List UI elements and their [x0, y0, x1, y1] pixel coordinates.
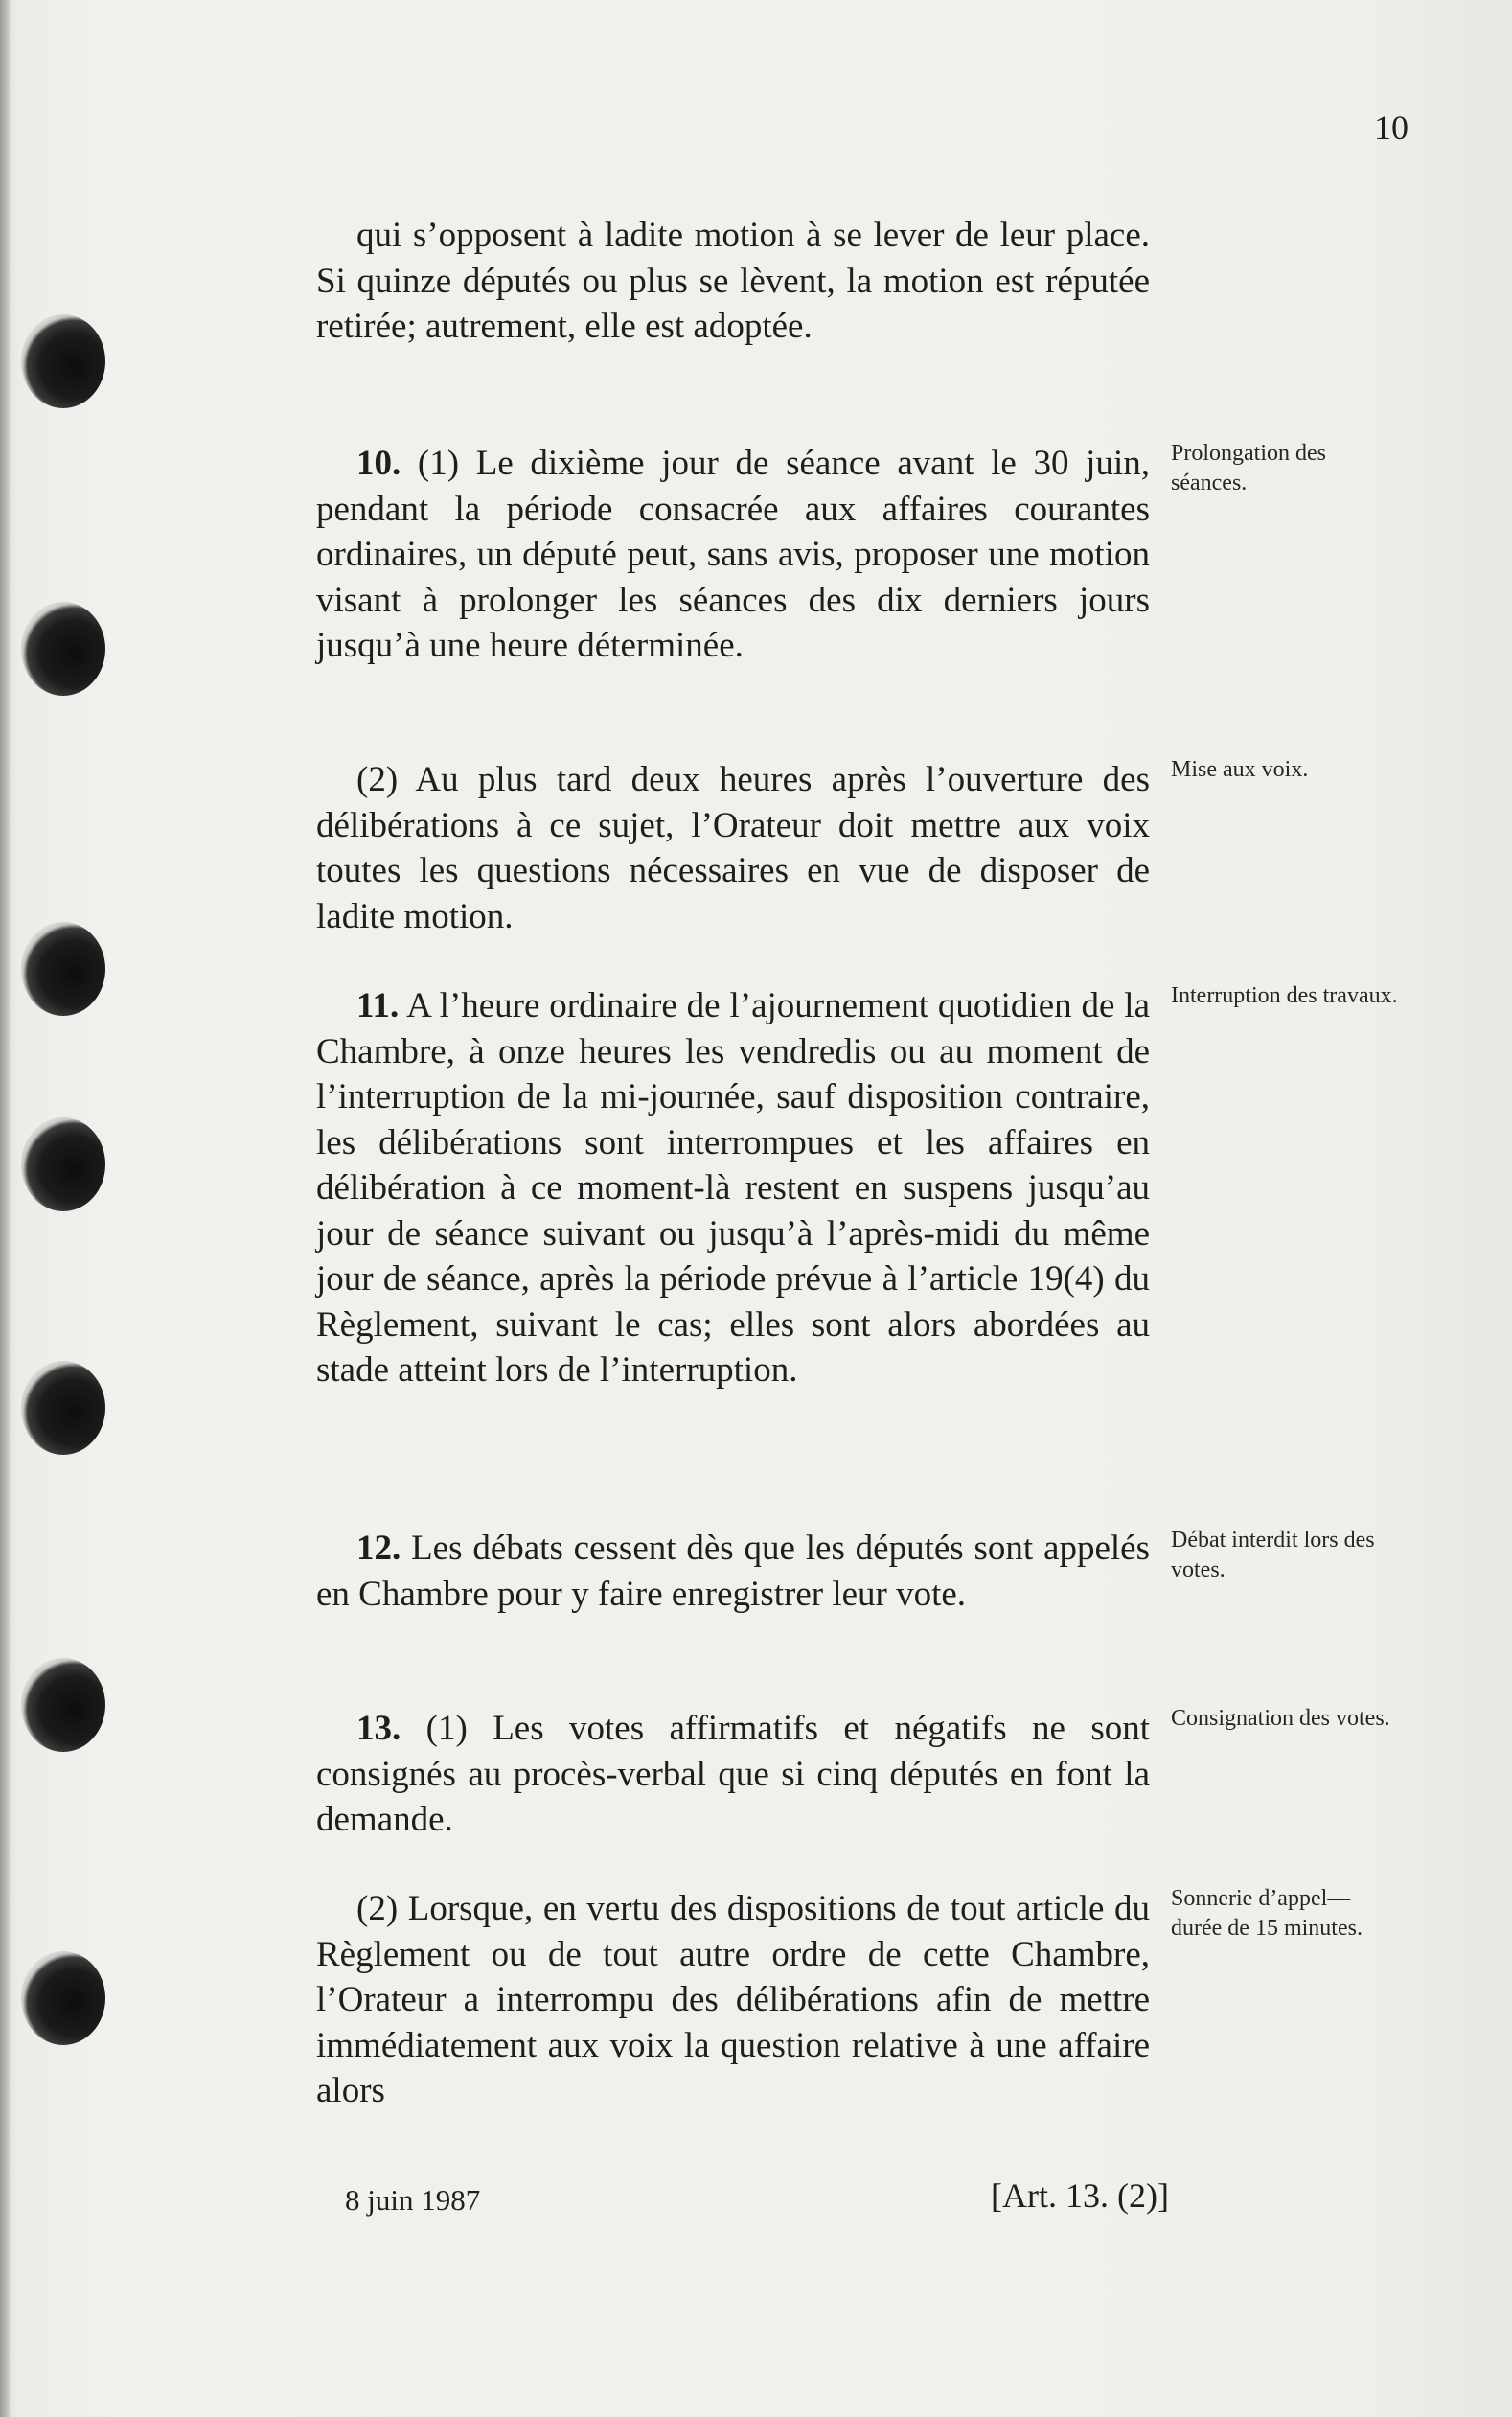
marginal-note-prolongation: Prolongation des séances. [1171, 441, 1326, 495]
paragraph-text: (1) Les votes affirmatifs et négatifs ne sont consignés au procès-verbal que si cinq députés en font la demande. [316, 1709, 1151, 1839]
paragraph-text: qui s’opposent à ladite motion à se lever de leur place. Si quinze députés ou plus se lèvent, la motion est réputée retirée; autrement, elle est adoptée. [316, 216, 1150, 346]
section-10-2 [316, 757, 1150, 939]
binder-hole-4 [21, 1117, 105, 1211]
paragraph-text: A l’heure ordinaire de l’ajournement quotidien de la Chambre, à onze heures les vendredis ou au moment de l’interruption de la mi-journée, sauf disposition contraire, les délibérations sont interrompues et les affaires en délibération à ce moment-là restent en suspens jusqu’au jour de séance suivant ou jusqu’à l’après-midi du même jour de séance, après la période prévue à l’article 19(4) du Règlement, suivant le cas; elles sont alors abordées au stade atteint lors de l’interruption. [316, 986, 1150, 1390]
binder-hole-2 [21, 602, 105, 696]
marginal-note-consignation: Consignation des votes. [1171, 1706, 1390, 1731]
section-number: 10. [356, 444, 401, 483]
page-number: 10 [1374, 108, 1409, 147]
paragraph-text: (2) Au plus tard deux heures après l’ouverture des délibérations à ce sujet, l’Orateur doit mettre aux voix toutes les questions nécessaires en vue de disposer de ladite motion. [316, 760, 1150, 936]
marginal-note-debat-interdit: Débat interdit lors des votes. [1171, 1528, 1375, 1582]
paragraph-text: Les débats cessent dès que les députés sont appelés en Chambre pour y faire enregistrer leur vote. [316, 1529, 1150, 1614]
section-11 [316, 983, 1150, 1393]
section-13-1 [316, 1706, 1150, 1843]
paragraph-text: (1) Le dixième jour de séance avant le 30 juin, pendant la période consacrée aux affaires courantes ordinaires, un député peut, sans avis, proposer une motion visant à prolonger les séances des dix derniers jours jusqu’à une heure déterminée. [316, 444, 1150, 665]
binder-hole-3 [21, 922, 105, 1016]
binder-hole-1 [21, 314, 105, 408]
marginal-note-mise-aux-voix: Mise aux voix. [1171, 757, 1309, 782]
section-number: 11. [356, 986, 400, 1025]
section-13-2 [316, 1886, 1150, 2114]
binder-hole-6 [21, 1658, 105, 1752]
binding-edge [0, 0, 10, 2417]
paragraph-text: (2) Lorsque, en vertu des dispositions de tout article du Règlement ou de tout autre ordre de cette Chambre, l’Orateur a interrompu des délibérations afin de mettre immédiatement aux voix la question relative à une affaire alors [316, 1889, 1150, 2110]
section-10-1 [316, 441, 1150, 669]
footer-article-ref: [Art. 13. (2)] [991, 2176, 1169, 2215]
binder-hole-5 [21, 1361, 105, 1455]
paragraph-continuation [316, 213, 1150, 350]
marginal-note-interruption: Interruption des travaux. [1171, 983, 1398, 1008]
footer-date: 8 juin 1987 [345, 2183, 481, 2217]
section-12 [316, 1526, 1150, 1617]
marginal-note-sonnerie: Sonnerie d’appel—durée de 15 minutes. [1171, 1886, 1363, 1941]
section-number: 12. [356, 1529, 401, 1568]
section-number: 13. [356, 1709, 401, 1748]
binder-hole-7 [21, 1951, 105, 2045]
